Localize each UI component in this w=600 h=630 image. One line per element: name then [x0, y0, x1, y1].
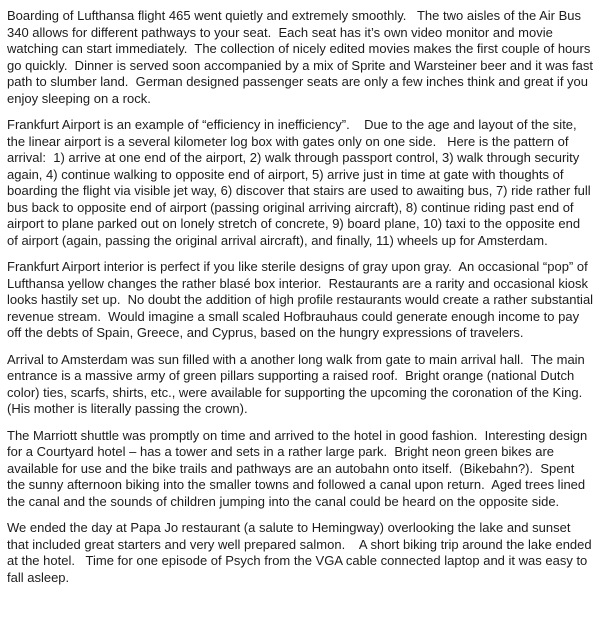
paragraph-amsterdam-arrival: Arrival to Amsterdam was sun filled with a another long walk from gate to main arrival hall. The main entrance is a massive army of green pillars supporting a raised roof. Bright orange (national Dutch color) ties, scarfs, shirts, etc., were available for supporting the upcoming the coronation of the King. (His mother is literally passing the crown).	[7, 351, 589, 416]
paragraph-marriott-shuttle: The Marriott shuttle was promptly on time and arrived to the hotel in good fashion. Interesting design for a Courtyard hotel – has a tower and sets in a rather large park. Bright neon green bikes are available for use and the bike trails and pathways are an autobahn onto itself. (Bikebahn?). Spent the sunny afternoon biking into the smaller towns and followed a canal upon return. Aged trees lined the canal and the sounds of children jumping into the canal could be heard on the opposite side.	[7, 427, 591, 509]
paragraph-papa-jo-dinner: We ended the day at Papa Jo restaurant (a salute to Hemingway) overlooking the lake and sunset that included great starters and very well prepared salmon. A short biking trip around the lake ended at the hotel. Time for one episode of Psych from the VGA cable connected laptop and it was easy to fall asleep.	[7, 520, 596, 585]
paragraph-frankfurt-layout: Frankfurt Airport is an example of “efficiency in inefficiency”. Due to the age and layout of the site, the linear airport is a several kilometer log box with gates only on one side. Here is the pattern of arrival: 1) arrive at one end of the airport, 2) walk through passport control, 3) walk through security again, 4) continue walking to opposite end of airport, 5) arrive just in time at gate with thoughts of boarding the flight via visible jet way, 6) discover that stairs are used to awaiting bus, 7) ride rather full bus back to opposite end of airport (passing original arriving aircraft), 8) continue riding past end of airport to plane parked out on lonely stretch of concrete, 9) board plane, 10) taxi to the opposite end of airport (again, passing the original arrival aircraft), and finally, 11) wheels up for Amsterdam.	[7, 117, 595, 248]
paragraph-frankfurt-interior: Frankfurt Airport interior is perfect if you like sterile designs of gray upon gray. An occasional “pop” of Lufthansa yellow changes the rather blasé box interior. Restaurants are a rarity and occasional kiosk looks hastily set up. No doubt the addition of high profile restaurants would create a rather substantial revenue stream. Would imagine a small scaled Hofbrauhaus could generate enough income to pay off the debts of Spain, Greece, and Cyprus, based on the hungry expressions of travelers.	[7, 259, 597, 340]
paragraph-boarding: Boarding of Lufthansa flight 465 went quietly and extremely smoothly. The two aisles of the Air Bus 340 allows for different pathways to your seat. Each seat has it’s own video monitor and movie watching can start immediately. The collection of nicely edited movies makes the first couple of hours go quickly. Dinner is served soon accompanied by a mix of Sprite and Warsteiner beer and it was fast path to slumber land. German designed passenger seats are only a few inches think and great if you enjoy sleeping on a rock.	[7, 8, 597, 106]
